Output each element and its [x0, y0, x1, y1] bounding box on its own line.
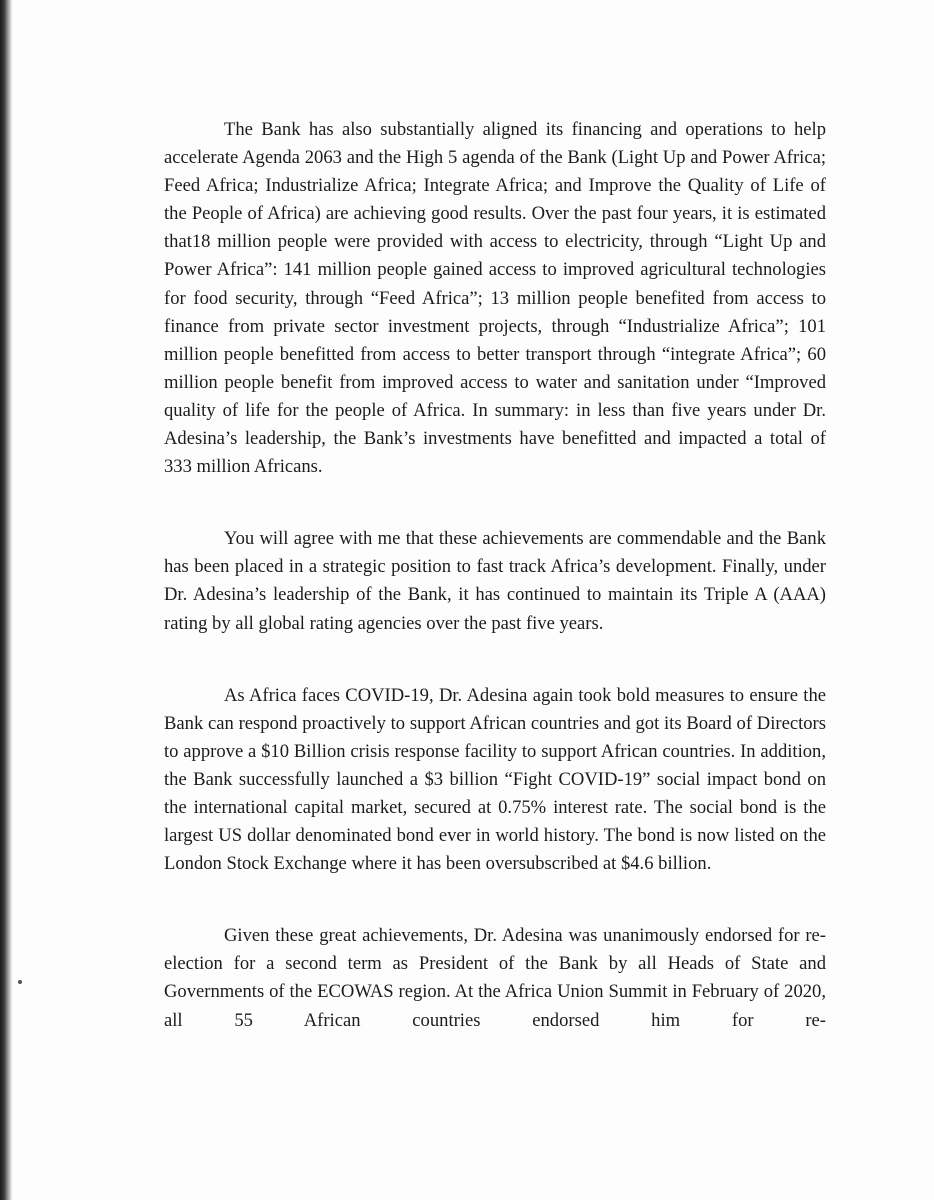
- scan-speck: [18, 980, 22, 984]
- paragraph-re-election: Given these great achievements, Dr. Adesina was unanimously endorsed for re-election for a second term as President of the Bank by all Heads of State and Governments of the ECOWAS region. At the Africa Union Summit in February of 2020, all 55 African countries endorsed him for re-: [164, 925, 826, 1031]
- scan-left-edge-shadow: [0, 0, 12, 1200]
- document-body: [164, 116, 826, 1079]
- paragraph-covid-response: As Africa faces COVID-19, Dr. Adesina again took bold measures to ensure the Bank can respond proactively to support African countries and got its Board of Directors to approve a $10 Billion crisis response facility to support African countries. In addition, the Bank successfully launched a $3 billion “Fight COVID-19” social impact bond on the international capital market, secured at 0.75% interest rate. The social bond is the largest US dollar denominated bond ever in world history. The bond is now listed on the London Stock Exchange where it has been oversubscribed at $4.6 billion.: [164, 684, 826, 875]
- paragraph-achievements: You will agree with me that these achievements are commendable and the Bank has been placed in a strategic position to fast track Africa’s development. Finally, under Dr. Adesina’s leadership of the Bank, it has continued to maintain its Triple A (AAA) rating by all global rating agencies over the past five years.: [164, 528, 826, 634]
- paragraph-high5-agenda: The Bank has also substantially aligned its financing and operations to help accelerate Agenda 2063 and the High 5 agenda of the Bank (Light Up and Power Africa; Feed Africa; Industrialize Africa; Integrate Africa; and Improve the Quality of Life of the People of Africa) are achieving good results. Over the past four years, it is estimated that18 million people were provided with access to electricity, through “Light Up and Power Africa”: 141 million people gained access to improved agricultural technologies for food security, through “Feed Africa”; 13 million people benefited from access to finance from private sector investment projects, through “Industrialize Africa”; 101 million people benefitted from access to better transport through “integrate Africa”; 60 million people benefit from improved access to water and sanitation under “Improved quality of life for the people of Africa. In summary: in less than five years under Dr. Adesina’s leadership, the Bank’s investments have benefitted and impacted a total of 333 million Africans.: [164, 119, 826, 478]
